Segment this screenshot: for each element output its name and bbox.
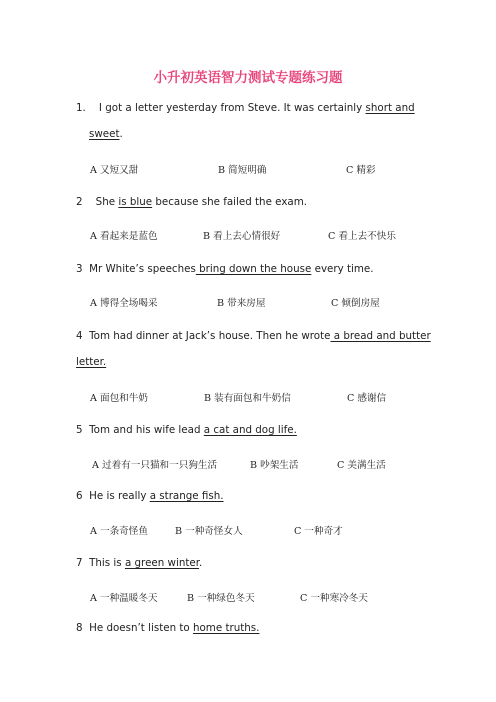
option-b: B 一种绿色冬天 xyxy=(187,593,255,604)
option-b: B 一种奇怪女人 xyxy=(175,526,243,537)
question-4: 4 Tom had dinner at Jack’s house. Then he wrote a bread and butter xyxy=(76,330,431,342)
idiom-phrase: a cat and dog life. xyxy=(203,424,297,436)
question-1-cont: sweet. xyxy=(89,128,123,140)
question-5: 5 Tom and his wife lead a cat and dog life. xyxy=(76,424,297,436)
idiom-phrase: bring down the house xyxy=(195,263,312,275)
option-c: C 美满生活 xyxy=(337,460,386,471)
option-c: C 一种奇才 xyxy=(294,526,343,537)
idiom-phrase: home truths. xyxy=(192,622,260,634)
idiom-phrase: sweet xyxy=(89,128,120,140)
option-c: C 感谢信 xyxy=(347,393,387,404)
idiom-phrase: a strange fish. xyxy=(149,490,224,502)
question-number: 8 xyxy=(76,622,83,634)
question-number: 2 xyxy=(76,196,83,208)
question-1 xyxy=(76,101,415,115)
option-c: C 倾倒房屋 xyxy=(331,298,380,309)
question-number: 7 xyxy=(76,557,83,569)
option-a: A 面包和牛奶 xyxy=(90,393,148,404)
option-a: A 一条奇怪鱼 xyxy=(90,526,148,537)
question-3: 3 Mr White’s speeches bring down the house every time. xyxy=(76,263,374,275)
option-a: A 博得全场喝采 xyxy=(90,298,158,309)
question-number: 5 xyxy=(76,424,83,436)
question-6: 6 He is really a strange fish. xyxy=(76,490,224,502)
question-2: 2 She is blue because she failed the exam. xyxy=(76,196,308,208)
option-a: A 一种温暖冬天 xyxy=(90,593,158,604)
idiom-phrase: is blue xyxy=(118,196,153,208)
page-title: 小升初英语智力测试专题练习题 xyxy=(153,70,343,86)
option-b: B 带来房屋 xyxy=(217,298,266,309)
question-number: 3 xyxy=(76,263,83,275)
question-text: I got a letter yesterday from Steve. It was certainly xyxy=(98,102,366,114)
question-number: 6 xyxy=(76,490,83,502)
option-b: B 吵架生活 xyxy=(250,460,299,471)
option-b: B 装有面包和牛奶信 xyxy=(204,393,291,404)
option-b: B 看上去心情很好 xyxy=(203,231,281,242)
option-c: C 精彩 xyxy=(346,165,376,176)
idiom-phrase: short and xyxy=(365,102,415,114)
option-a: A 看起来是蓝色 xyxy=(90,231,158,242)
option-c: C 看上去不快乐 xyxy=(328,231,396,242)
question-7: 7 This is a green winter. xyxy=(76,557,203,569)
idiom-phrase: letter. xyxy=(76,356,107,368)
option-a: A 过着有一只猫和一只狗生活 xyxy=(92,460,218,471)
question-8: 8 He doesn’t listen to home truths. xyxy=(76,622,260,634)
question-number: 1. xyxy=(76,102,86,114)
option-c: C 一种寒冷冬天 xyxy=(300,593,368,604)
idiom-phrase: a bread and butter xyxy=(330,330,431,342)
question-4-cont xyxy=(76,355,106,369)
option-b: B 简短明确 xyxy=(218,165,267,176)
idiom-phrase: a green winter xyxy=(124,557,200,569)
option-a: A 又短又甜 xyxy=(90,165,139,176)
question-number: 4 xyxy=(76,330,83,342)
